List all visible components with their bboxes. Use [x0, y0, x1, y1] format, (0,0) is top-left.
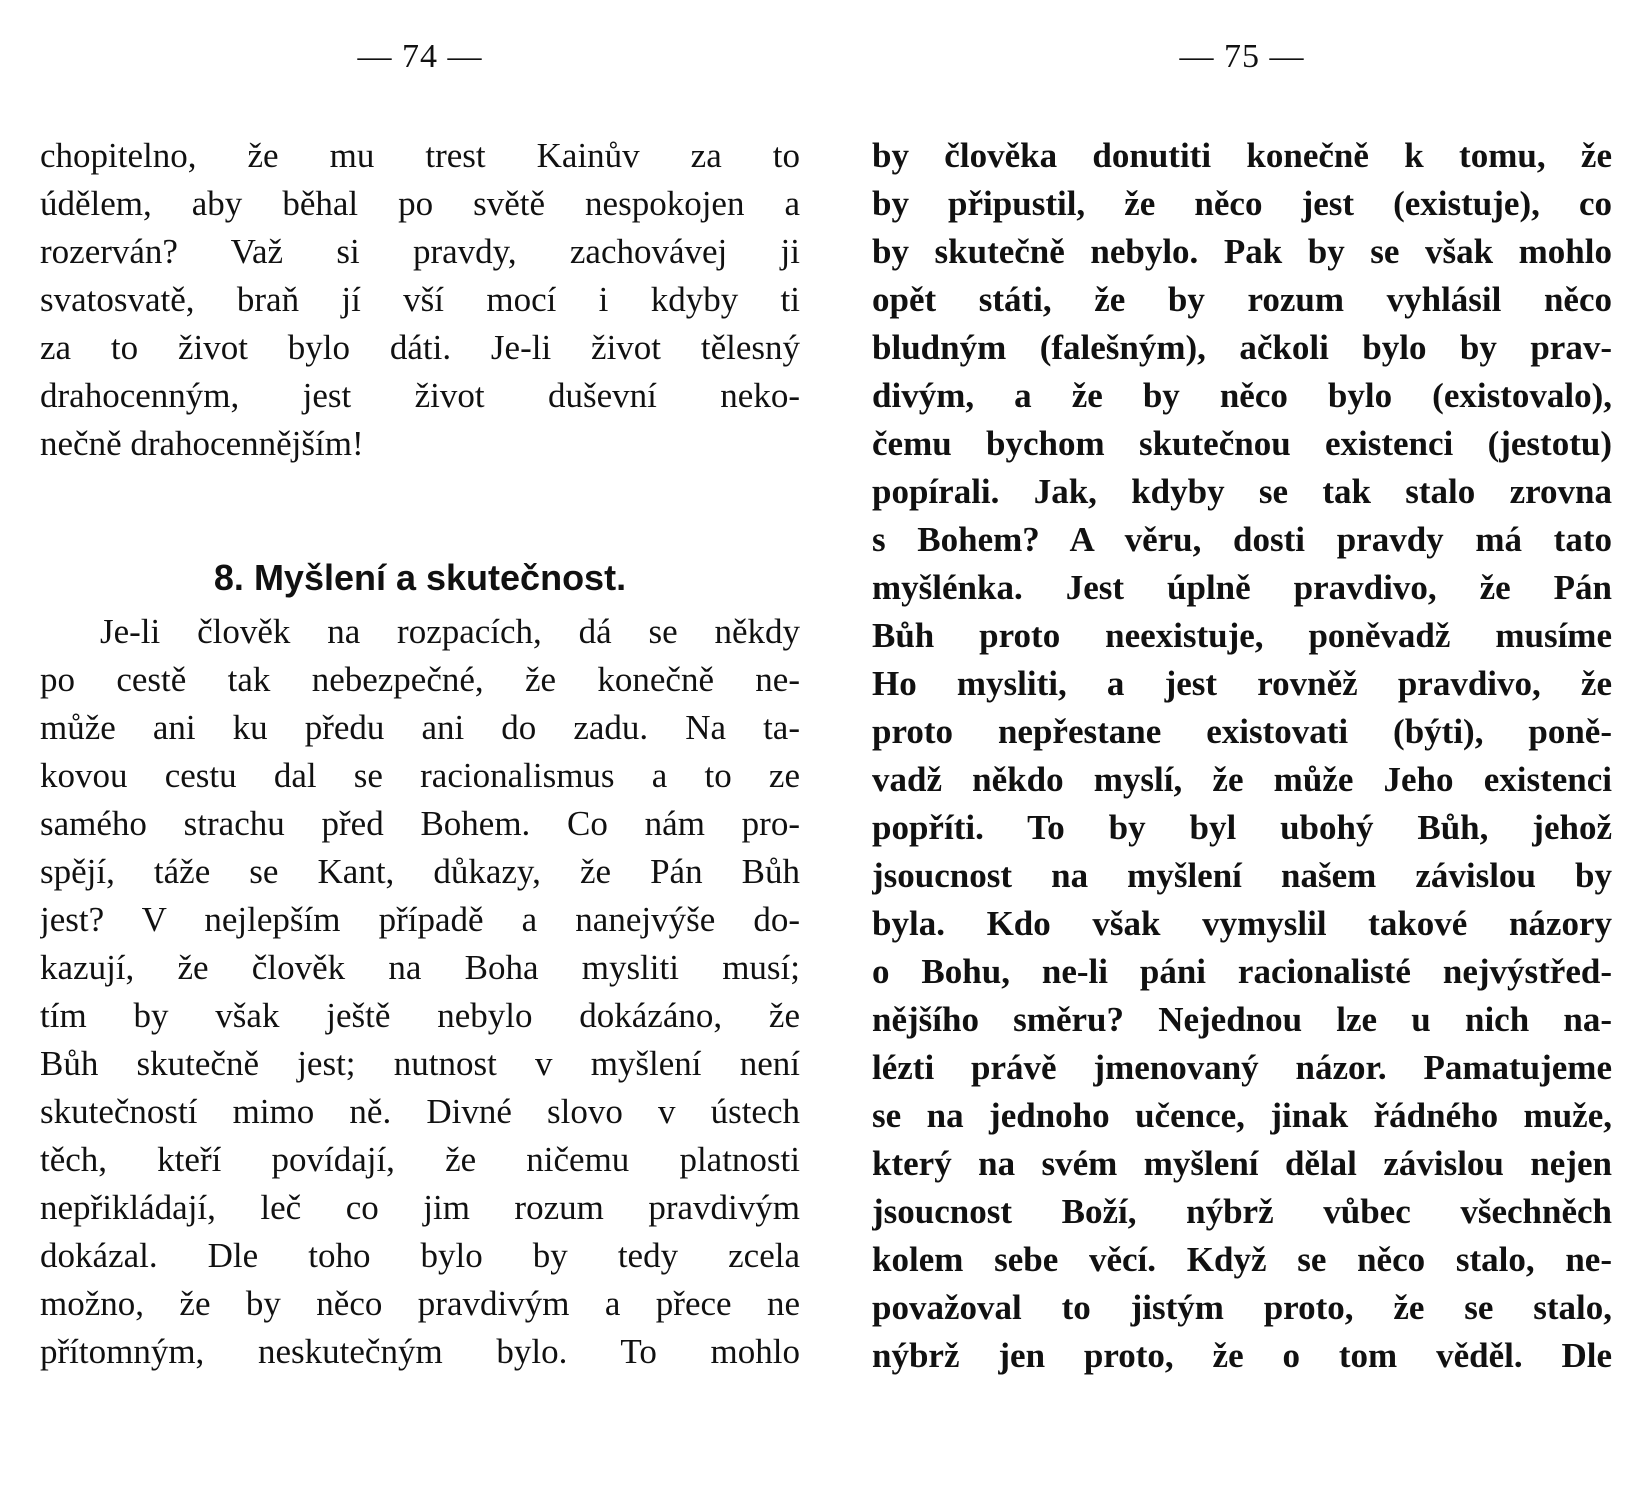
text-line: o Bohu, ne-li páni racionalisté nejvýstřed-: [872, 952, 1612, 991]
text-line: jsoucnost Boží, nýbrž vůbec všechněch: [872, 1192, 1612, 1231]
text-line: rozerván? Važ si pravdy, zachovávej ji: [40, 232, 800, 271]
text-line: přítomným, neskutečným bylo. To mohlo: [40, 1332, 800, 1371]
text-line: by člověka donutiti konečně k tomu, že: [872, 136, 1612, 175]
text-line: kazují, že člověk na Boha mysliti musí;: [40, 948, 800, 987]
text-line: vadž někdo myslí, že může Jeho existenci: [872, 760, 1612, 799]
paragraph-continuation: [40, 132, 800, 468]
text-line: těch, kteří povídají, že ničemu platnosti: [40, 1140, 800, 1179]
text-line: považoval to jistým proto, že se stalo,: [872, 1288, 1612, 1327]
text-line: myšlénka. Jest úplně pravdivo, že Pán: [872, 568, 1612, 607]
text-line: čemu bychom skutečnou existenci (jestotu): [872, 424, 1612, 463]
text-line: byla. Kdo však vymyslil takové názory: [872, 904, 1612, 943]
text-line: po cestě tak nebezpečné, že konečně ne-: [40, 660, 800, 699]
text-line: divým, a že by něco bylo (existovalo),: [872, 376, 1612, 415]
text-line: by připustil, že něco jest (existuje), co: [872, 184, 1612, 223]
section-number: 8.: [213, 557, 244, 598]
text-line: za to život bylo dáti. Je-li život tělesný: [40, 328, 800, 367]
text-line: se na jednoho učence, jinak řádného muže,: [872, 1096, 1612, 1135]
text-line: svatosvatě, braň jí vší mocí i kdyby ti: [40, 280, 800, 319]
right-page: [872, 0, 1612, 1500]
text-line: lézti právě jmenovaný názor. Pamatujeme: [872, 1048, 1612, 1087]
text-line: nepřikládají, leč co jim rozum pravdivým: [40, 1188, 800, 1227]
text-line: jsoucnost na myšlení našem závislou by: [872, 856, 1612, 895]
text-line: samého strachu před Bohem. Co nám pro-: [40, 804, 800, 843]
paragraph: [40, 608, 800, 1376]
text-line: spějí, táže se Kant, důkazy, že Pán Bůh: [40, 852, 800, 891]
text-line: možno, že by něco pravdivým a přece ne: [40, 1284, 800, 1323]
page-number-left: — 74 —: [357, 38, 483, 75]
text-line: může ani ku předu ani do zadu. Na ta-: [40, 708, 800, 747]
text-line: dokázal. Dle toho bylo by tedy zcela: [40, 1236, 800, 1275]
left-page: [40, 0, 800, 1500]
text-line: by skutečně nebylo. Pak by se však mohlo: [872, 232, 1612, 271]
text-line: s Bohem? A věru, dosti pravdy má tato: [872, 520, 1612, 559]
text-line: jest? V nejlepším případě a nanejvýše do-: [40, 900, 800, 939]
text-line: nějšího směru? Nejednou lze u nich na-: [872, 1000, 1612, 1039]
text-line: Bůh proto neexistuje, poněvadž musíme: [872, 616, 1612, 655]
right-page-text: [872, 132, 1612, 1380]
text-line: nečně drahocennějším!: [40, 424, 364, 463]
text-line: který na svém myšlení dělal závislou nejen: [872, 1144, 1612, 1183]
text-line: skutečností mimo ně. Divné slovo v ústech: [40, 1092, 800, 1131]
text-line: údělem, aby běhal po světě nespokojen a: [40, 184, 800, 223]
text-line: Je-li člověk na rozpacích, dá se někdy: [100, 612, 800, 651]
text-line: Ho mysliti, a jest rovněž pravdivo, že: [872, 664, 1612, 703]
text-line: kovou cestu dal se racionalismus a to ze: [40, 756, 800, 795]
text-line: drahocenným, jest život duševní neko-: [40, 376, 800, 415]
text-line: bludným (falešným), ačkoli bylo by prav-: [872, 328, 1612, 367]
section-heading: [40, 556, 800, 600]
text-line: kolem sebe věcí. Když se něco stalo, ne-: [872, 1240, 1612, 1279]
section-title: Myšlení a skutečnost.: [253, 557, 627, 598]
text-line: chopitelno, že mu trest Kainův za to: [40, 136, 800, 175]
text-line: popírali. Jak, kdyby se tak stalo zrovna: [872, 472, 1612, 511]
text-line: proto nepřestane existovati (býti), poně-: [872, 712, 1612, 751]
text-line: tím by však ještě nebylo dokázáno, že: [40, 996, 800, 1035]
left-page-text: [40, 132, 800, 1376]
text-line: popříti. To by byl ubohý Bůh, jehož: [872, 808, 1612, 847]
text-line: nýbrž jen proto, že o tom věděl. Dle: [872, 1336, 1612, 1375]
text-line: Bůh skutečně jest; nutnost v myšlení není: [40, 1044, 800, 1083]
text-line: opět státi, že by rozum vyhlásil něco: [872, 280, 1612, 319]
page-number-right: — 75 —: [1179, 38, 1305, 75]
